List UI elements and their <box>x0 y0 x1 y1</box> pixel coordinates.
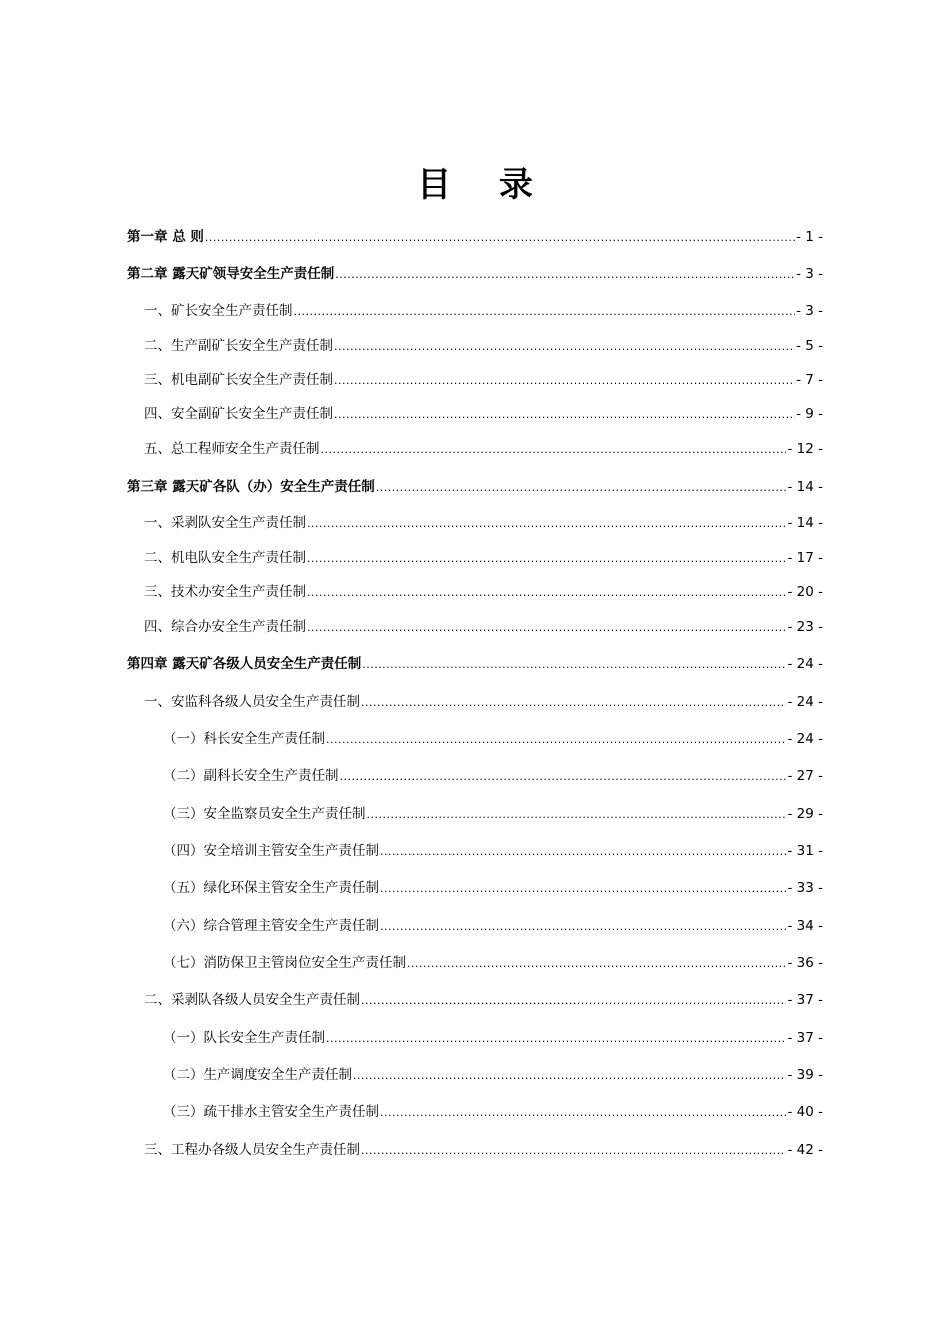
toc-entry[interactable] <box>144 301 823 322</box>
toc-entry-page: - 14 - <box>787 479 823 495</box>
toc-entry-page: - 1 - <box>796 229 823 245</box>
toc-entry-page: - 29 - <box>787 806 823 822</box>
toc-entry-page: - 34 - <box>787 918 823 934</box>
toc-entry-label: 四、综合办安全生产责任制 <box>144 619 306 635</box>
toc-entry-label: 一、矿长安全生产责任制 <box>144 303 293 319</box>
toc-dot-leader <box>353 1066 786 1086</box>
toc-dot-leader <box>321 440 787 460</box>
toc-entry[interactable] <box>144 582 823 603</box>
toc-entry-page: - 33 - <box>787 880 823 896</box>
toc-entry-label: （七）消防保卫主管岗位安全生产责任制 <box>163 955 406 971</box>
toc-entry[interactable] <box>163 1102 823 1123</box>
toc-dot-leader <box>307 618 786 638</box>
toc-dot-leader <box>376 478 787 498</box>
toc-dot-leader <box>334 405 795 425</box>
toc-entry-page: - 40 - <box>787 1104 823 1120</box>
toc-entry[interactable] <box>144 336 823 357</box>
toc-entry[interactable] <box>127 477 823 498</box>
toc-entry[interactable] <box>163 804 823 825</box>
toc-entry[interactable] <box>144 548 823 569</box>
page-title: 目 录 <box>417 165 551 205</box>
toc-dot-leader <box>205 228 795 248</box>
toc-dot-leader <box>294 302 796 322</box>
toc-dot-leader <box>361 693 786 713</box>
toc-entry-page: - 17 - <box>787 550 823 566</box>
toc-entry-label: （一）科长安全生产责任制 <box>163 731 325 747</box>
toc-entry[interactable] <box>127 227 823 248</box>
toc-entry-page: - 12 - <box>787 441 823 457</box>
toc-entry-page: - 23 - <box>787 619 823 635</box>
toc-entry[interactable] <box>163 916 823 937</box>
toc-dot-leader <box>380 1103 786 1123</box>
toc-entry[interactable] <box>144 1140 823 1161</box>
toc-dot-leader <box>335 265 795 285</box>
toc-entry-page: - 3 - <box>796 303 823 319</box>
toc-dot-leader <box>361 991 786 1011</box>
toc-entry-label: 五、总工程师安全生产责任制 <box>144 441 320 457</box>
toc-entry[interactable] <box>163 841 823 862</box>
toc-dot-leader <box>407 954 786 974</box>
toc-entry-label: （二）生产调度安全生产责任制 <box>163 1067 352 1083</box>
toc-dot-leader <box>307 549 786 569</box>
toc-dot-leader <box>380 917 786 937</box>
toc-entry-label: 第二章 露天矿领导安全生产责任制 <box>127 266 335 282</box>
toc-entry-page: - 39 - <box>787 1067 823 1083</box>
toc-entry-label: （五）绿化环保主管安全生产责任制 <box>163 880 379 896</box>
toc-entry-page: - 42 - <box>787 1142 823 1158</box>
toc-entry-label: 四、安全副矿长安全生产责任制 <box>144 406 333 422</box>
toc-entry-label: 一、采剥队安全生产责任制 <box>144 515 306 531</box>
toc-entry-page: - 7 - <box>796 372 823 388</box>
toc-entry[interactable] <box>163 766 823 787</box>
toc-entry[interactable] <box>127 264 823 285</box>
toc-entry-page: - 24 - <box>787 694 823 710</box>
toc-entry[interactable] <box>163 878 823 899</box>
toc-entry-label: 三、工程办各级人员安全生产责任制 <box>144 1142 360 1158</box>
toc-entry-page: - 36 - <box>787 955 823 971</box>
toc-entry-label: （三）安全监察员安全生产责任制 <box>163 806 366 822</box>
toc-dot-leader <box>307 583 786 603</box>
toc-entry-label: 二、生产副矿长安全生产责任制 <box>144 338 333 354</box>
toc-entry-page: - 31 - <box>787 843 823 859</box>
toc-entry[interactable] <box>144 692 823 713</box>
toc-entry-page: - 20 - <box>787 584 823 600</box>
toc-entry[interactable] <box>144 617 823 638</box>
toc-entry[interactable] <box>163 729 823 750</box>
toc-entry-label: 第一章 总 则 <box>127 229 204 245</box>
toc-entry-label: 三、技术办安全生产责任制 <box>144 584 306 600</box>
toc-entry[interactable] <box>127 654 823 675</box>
toc-dot-leader <box>380 879 786 899</box>
toc-entry-label: （二）副科长安全生产责任制 <box>163 768 339 784</box>
toc-entry-label: 第四章 露天矿各级人员安全生产责任制 <box>127 656 362 672</box>
toc-entry[interactable] <box>144 370 823 391</box>
toc-entry-page: - 37 - <box>787 992 823 1008</box>
toc-dot-leader <box>361 1141 786 1161</box>
toc-entry-page: - 14 - <box>787 515 823 531</box>
toc-entry-label: 一、安监科各级人员安全生产责任制 <box>144 694 360 710</box>
toc-dot-leader <box>326 730 786 750</box>
toc-dot-leader <box>334 337 795 357</box>
toc-entry-page: - 9 - <box>796 406 823 422</box>
toc-entry-label: （六）综合管理主管安全生产责任制 <box>163 918 379 934</box>
toc-entry[interactable] <box>163 1065 823 1086</box>
toc-entry-label: （一）队长安全生产责任制 <box>163 1030 325 1046</box>
toc-entry[interactable] <box>144 404 823 425</box>
toc-dot-leader <box>367 805 787 825</box>
toc-entry-page: - 24 - <box>787 656 823 672</box>
toc-dot-leader <box>362 655 786 675</box>
toc-entry-page: - 3 - <box>796 266 823 282</box>
toc-entry-label: 二、机电队安全生产责任制 <box>144 550 306 566</box>
toc-entry[interactable] <box>144 513 823 534</box>
toc-dot-leader <box>334 371 795 391</box>
toc-dot-leader <box>326 1029 786 1049</box>
toc-entry[interactable] <box>163 1028 823 1049</box>
toc-entry-page: - 5 - <box>796 338 823 354</box>
toc-entry-label: 二、采剥队各级人员安全生产责任制 <box>144 992 360 1008</box>
toc-entry-page: - 24 - <box>787 731 823 747</box>
toc-entry-label: 第三章 露天矿各队（办）安全生产责任制 <box>127 479 375 495</box>
toc-entry-page: - 27 - <box>787 768 823 784</box>
toc-entry-label: （四）安全培训主管安全生产责任制 <box>163 843 379 859</box>
toc-entry[interactable] <box>144 439 823 460</box>
toc-entry[interactable] <box>163 953 823 974</box>
toc-entry-page: - 37 - <box>787 1030 823 1046</box>
toc-entry[interactable] <box>144 990 823 1011</box>
toc-entry-label: （三）疏干排水主管安全生产责任制 <box>163 1104 379 1120</box>
toc-dot-leader <box>307 514 786 534</box>
toc-entry-label: 三、机电副矿长安全生产责任制 <box>144 372 333 388</box>
toc-dot-leader <box>340 767 787 787</box>
toc-dot-leader <box>380 842 786 862</box>
